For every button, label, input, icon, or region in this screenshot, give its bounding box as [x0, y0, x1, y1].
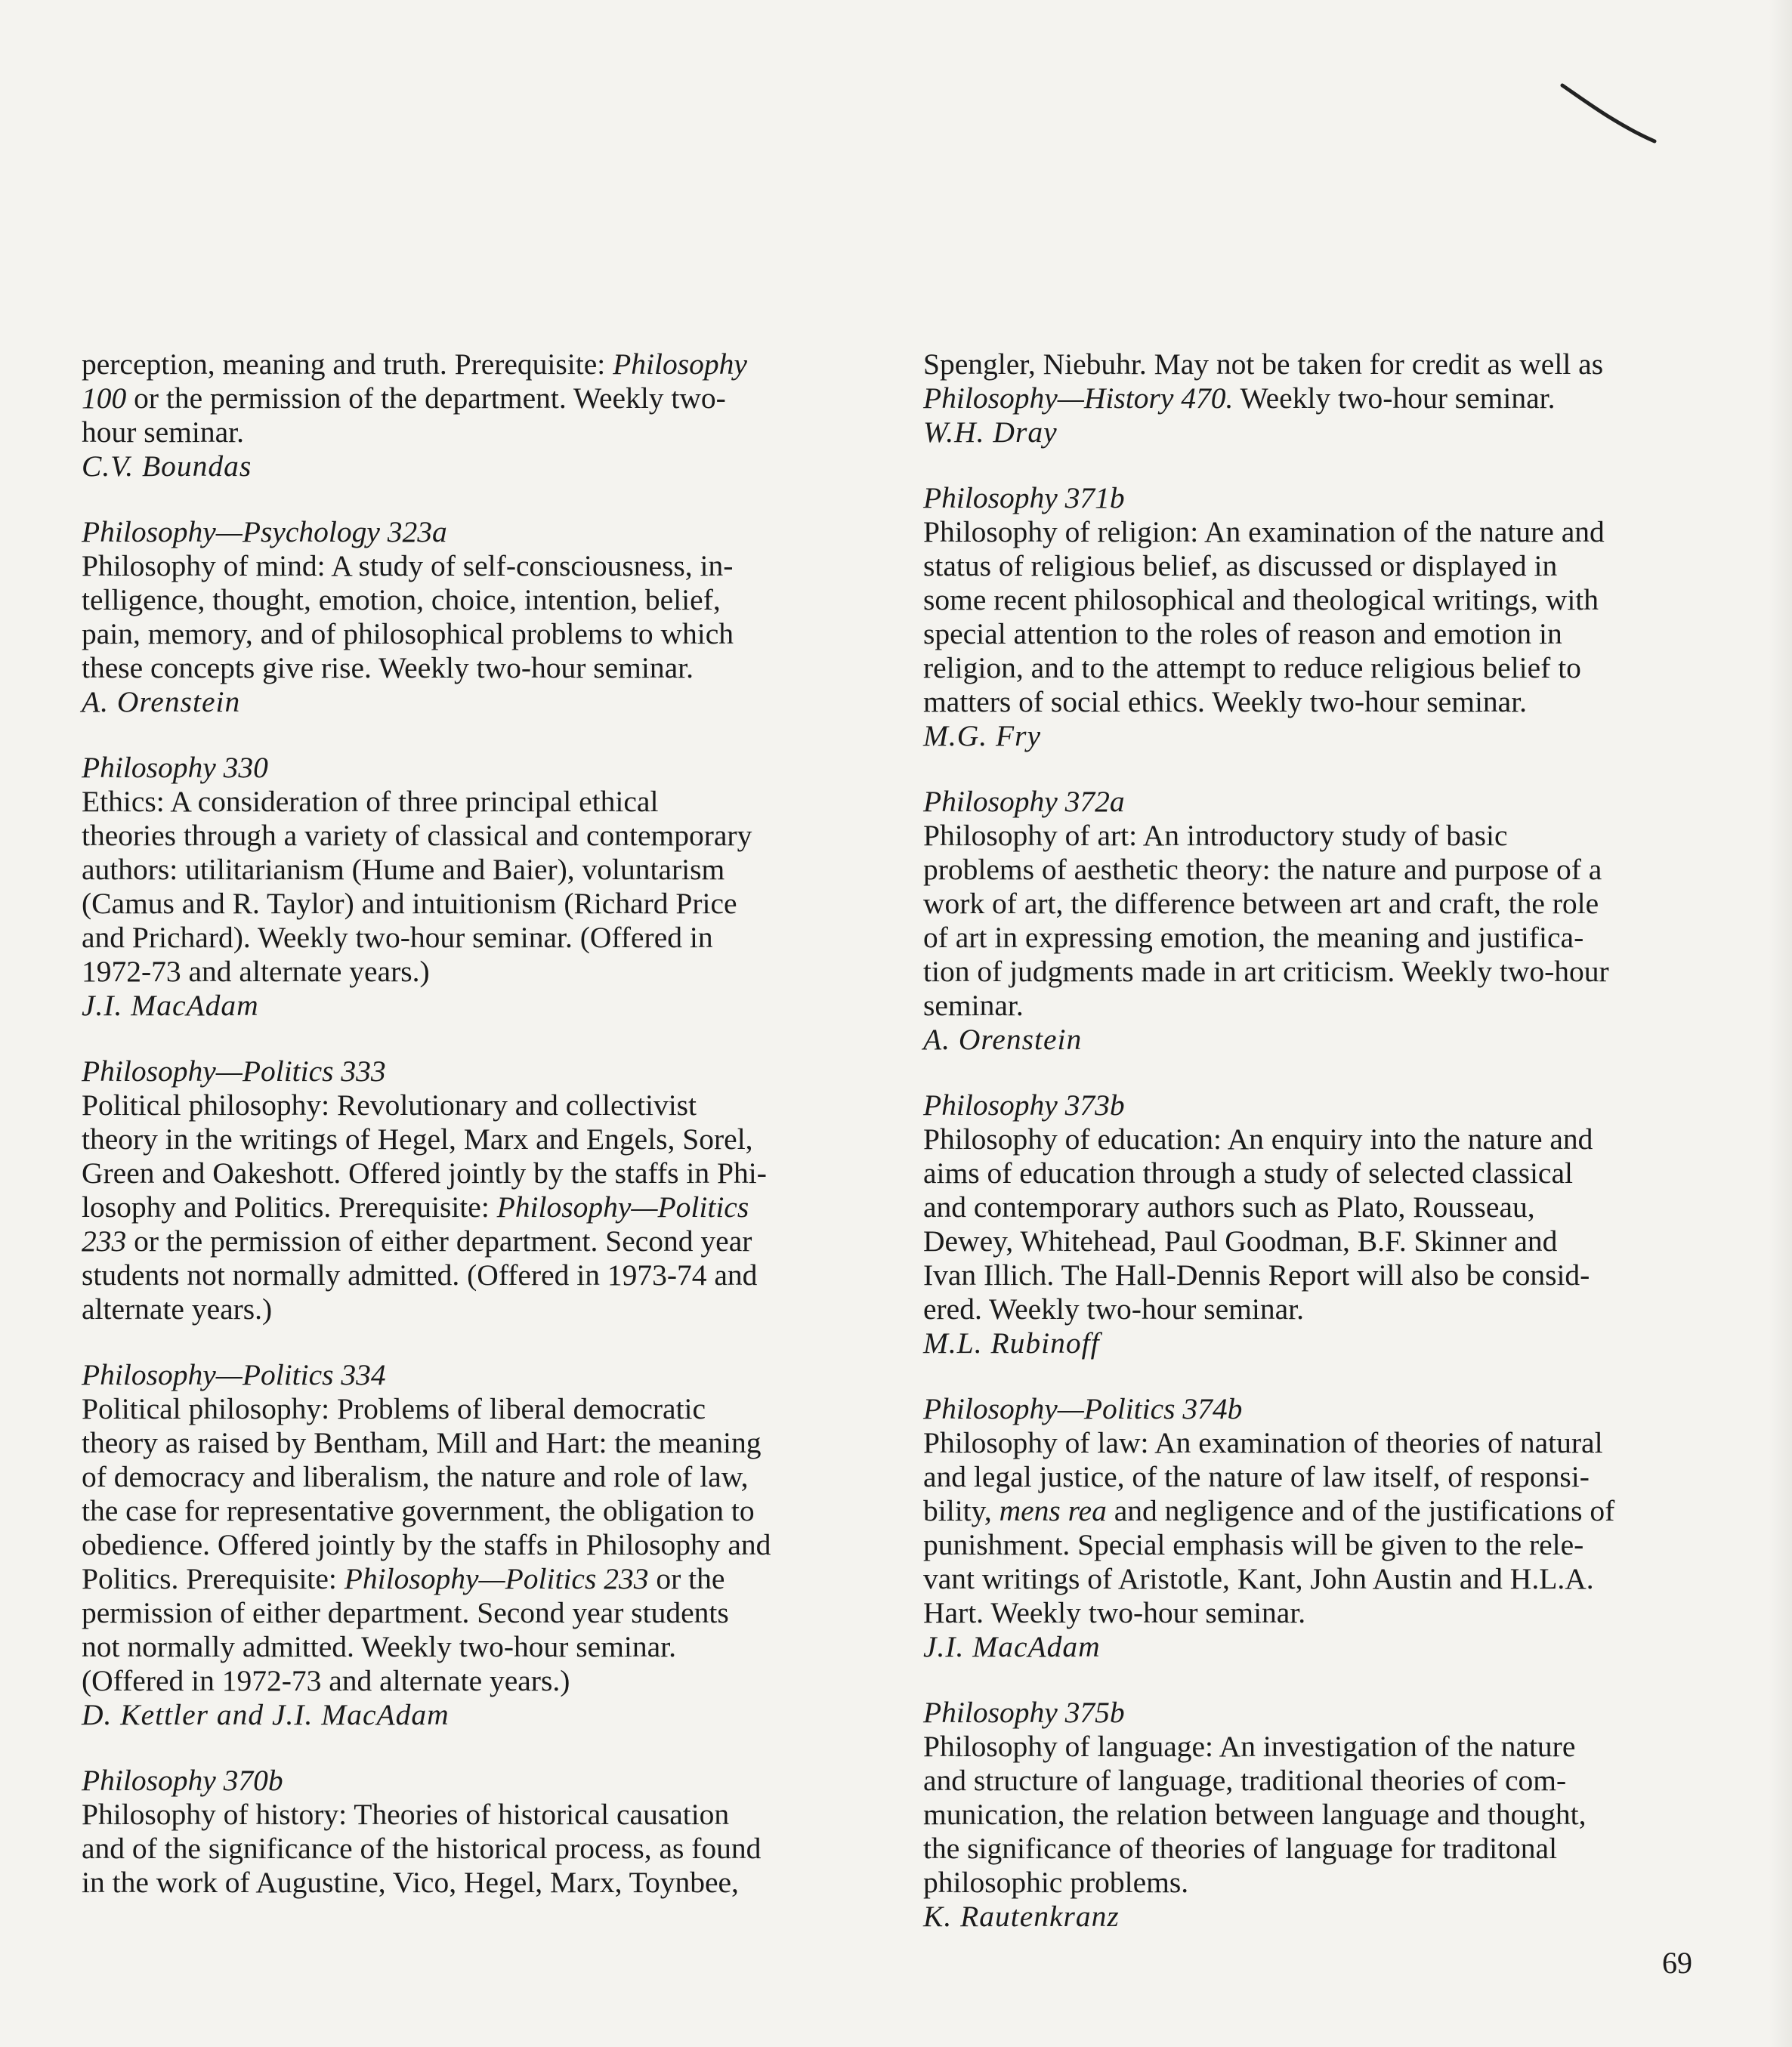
- text-segment: perception, meaning and truth. Prerequisite:: [82, 347, 613, 381]
- text-segment: the case for representative government, the obligation to: [82, 1494, 755, 1527]
- page-edge-shadow: [1769, 0, 1792, 2047]
- description-line: [923, 1460, 1705, 1494]
- description-line: [82, 1088, 864, 1122]
- description-line: [923, 921, 1705, 955]
- description-line: [923, 989, 1705, 1023]
- description-line: [923, 347, 1705, 381]
- description-line: [82, 955, 864, 989]
- description-line: [82, 853, 864, 887]
- text-segment: Philosophy of art: An introductory study of basic: [923, 819, 1508, 852]
- course-entry: [923, 1088, 1705, 1360]
- text-segment: Politics. Prerequisite:: [82, 1562, 344, 1595]
- course-entry: [82, 751, 864, 1023]
- description-line: [923, 617, 1705, 651]
- instructor-name: M.L. Rubinoff: [923, 1326, 1100, 1360]
- description-line: [923, 515, 1705, 549]
- text-segment: bility,: [923, 1494, 1000, 1527]
- course-heading: Philosophy 370b: [82, 1764, 283, 1797]
- text-segment: hour seminar.: [82, 415, 245, 449]
- text-segment: Ivan Illich. The Hall-Dennis Report will also be consid-: [923, 1258, 1590, 1292]
- description-line: [923, 1122, 1705, 1156]
- description-line: [82, 1460, 864, 1494]
- italic-text: 100: [82, 381, 127, 415]
- description-line: [82, 347, 864, 381]
- description-line: [82, 583, 864, 617]
- text-segment: Political philosophy: Problems of liberal democratic: [82, 1392, 706, 1425]
- text-segment: theories through a variety of classical and contemporary: [82, 819, 752, 852]
- description-line: [82, 1494, 864, 1528]
- italic-text: Philosophy—Politics 233: [344, 1562, 649, 1595]
- text-segment: Dewey, Whitehead, Paul Goodman, B.F. Skinner and: [923, 1224, 1558, 1258]
- description-line: [923, 955, 1705, 989]
- text-segment: of democracy and liberalism, the nature and role of law,: [82, 1460, 749, 1493]
- description-line: [923, 1224, 1705, 1258]
- description-line: [923, 1832, 1705, 1866]
- description-line: [82, 617, 864, 651]
- text-segment: Hart. Weekly two-hour seminar.: [923, 1596, 1306, 1629]
- description-line: [82, 1258, 864, 1292]
- text-segment: Political philosophy: Revolutionary and collectivist: [82, 1088, 697, 1122]
- instructor-name: K. Rautenkranz: [923, 1900, 1120, 1933]
- course-heading: Philosophy—Politics 334: [82, 1358, 386, 1391]
- instructor-name: M.G. Fry: [923, 719, 1042, 752]
- text-segment: and Prichard). Weekly two-hour seminar. (Offered in: [82, 921, 713, 954]
- italic-text: Philosophy—History 470.: [923, 381, 1234, 415]
- text-segment: and structure of language, traditional theories of com-: [923, 1764, 1567, 1797]
- description-line: [82, 651, 864, 685]
- text-segment: and of the significance of the historical process, as found: [82, 1832, 762, 1865]
- course-heading: Philosophy 371b: [923, 481, 1125, 514]
- description-line: [82, 381, 864, 415]
- course-entry: [82, 1054, 864, 1326]
- text-segment: in the work of Augustine, Vico, Hegel, Marx, Toynbee,: [82, 1866, 739, 1899]
- course-entry: [923, 1696, 1705, 1934]
- description-line: [82, 1798, 864, 1832]
- left-column: [82, 347, 864, 1931]
- text-segment: punishment. Special emphasis will be given to the rele-: [923, 1528, 1584, 1561]
- text-segment: philosophic problems.: [923, 1866, 1189, 1899]
- description-line: [923, 1764, 1705, 1798]
- text-segment: these concepts give rise. Weekly two-hour seminar.: [82, 651, 694, 684]
- text-segment: religion, and to the attempt to reduce religious belief to: [923, 651, 1581, 684]
- description-line: [82, 1832, 864, 1866]
- description-line: [82, 819, 864, 853]
- text-segment: or the: [648, 1562, 725, 1595]
- text-segment: work of art, the difference between art and craft, the role: [923, 887, 1599, 920]
- description-line: [923, 583, 1705, 617]
- course-entry: [923, 1392, 1705, 1664]
- text-segment: Philosophy of law: An examination of theories of natural: [923, 1426, 1603, 1459]
- description-line: [82, 1562, 864, 1596]
- text-segment: Spengler, Niebuhr. May not be taken for credit as well as: [923, 347, 1604, 381]
- instructor-name: J.I. MacAdam: [82, 989, 259, 1022]
- text-segment: theory in the writings of Hegel, Marx and Engels, Sorel,: [82, 1122, 753, 1156]
- description-line: [923, 1798, 1705, 1832]
- text-segment: telligence, thought, emotion, choice, intention, belief,: [82, 583, 721, 616]
- text-segment: theory as raised by Bentham, Mill and Hart: the meaning: [82, 1426, 762, 1459]
- description-line: [923, 819, 1705, 853]
- course-heading: Philosophy 372a: [923, 785, 1125, 818]
- text-segment: pain, memory, and of philosophical problems to which: [82, 617, 734, 650]
- description-line: [923, 381, 1705, 415]
- text-segment: special attention to the roles of reason and emotion in: [923, 617, 1562, 650]
- course-heading: Philosophy 373b: [923, 1088, 1125, 1122]
- instructor-name: C.V. Boundas: [82, 449, 252, 483]
- description-line: [82, 415, 864, 449]
- description-line: [923, 1562, 1705, 1596]
- description-line: [82, 785, 864, 819]
- course-heading: Philosophy 330: [82, 751, 268, 784]
- description-line: [923, 549, 1705, 583]
- description-line: [82, 1122, 864, 1156]
- text-segment: munication, the relation between language and thought,: [923, 1798, 1587, 1831]
- text-segment: seminar.: [923, 989, 1024, 1022]
- text-segment: permission of either department. Second year students: [82, 1596, 729, 1629]
- text-segment: some recent philosophical and theological writings, with: [923, 583, 1599, 616]
- instructor-name: A. Orenstein: [82, 685, 241, 718]
- text-segment: tion of judgments made in art criticism. Weekly two-hour: [923, 955, 1609, 988]
- course-entry: [923, 481, 1705, 753]
- text-segment: Green and Oakeshott. Offered jointly by the staffs in Phi-: [82, 1156, 767, 1190]
- description-line: [82, 1596, 864, 1630]
- description-line: [82, 1156, 864, 1190]
- course-heading: Philosophy—Psychology 323a: [82, 515, 447, 548]
- description-line: [82, 1224, 864, 1258]
- description-line: [82, 1630, 864, 1664]
- text-segment: the significance of theories of language for traditonal: [923, 1832, 1558, 1865]
- text-segment: (Camus and R. Taylor) and intuitionism (Richard Price: [82, 887, 737, 920]
- italic-text: Philosophy—Politics: [496, 1190, 749, 1224]
- description-line: [82, 1292, 864, 1326]
- description-line: [82, 1528, 864, 1562]
- text-segment: not normally admitted. Weekly two-hour seminar.: [82, 1630, 677, 1663]
- description-line: [923, 1528, 1705, 1562]
- text-segment: obedience. Offered jointly by the staffs in Philosophy and: [82, 1528, 771, 1561]
- course-entry: [82, 1358, 864, 1732]
- italic-text: 233: [82, 1224, 127, 1258]
- text-segment: or the permission of either department. Second year: [126, 1224, 752, 1258]
- text-segment: ered. Weekly two-hour seminar.: [923, 1292, 1304, 1326]
- description-line: [923, 1426, 1705, 1460]
- description-line: [923, 1730, 1705, 1764]
- course-heading: Philosophy 375b: [923, 1696, 1125, 1729]
- description-line: [82, 1664, 864, 1698]
- text-segment: Ethics: A consideration of three principal ethical: [82, 785, 659, 818]
- text-segment: and contemporary authors such as Plato, Rousseau,: [923, 1190, 1535, 1224]
- description-line: [923, 1596, 1705, 1630]
- text-segment: problems of aesthetic theory: the nature and purpose of a: [923, 853, 1602, 886]
- description-line: [923, 1190, 1705, 1224]
- instructor-name: W.H. Dray: [923, 415, 1058, 449]
- text-segment: status of religious belief, as discussed or displayed in: [923, 549, 1558, 582]
- text-segment: matters of social ethics. Weekly two-hour seminar.: [923, 685, 1528, 718]
- description-line: [923, 651, 1705, 685]
- description-line: [923, 1156, 1705, 1190]
- text-segment: or the permission of the department. Weekly two-: [126, 381, 726, 415]
- text-segment: 1972-73 and alternate years.): [82, 955, 430, 988]
- description-line: [82, 1190, 864, 1224]
- right-column: [923, 347, 1705, 1965]
- instructor-name: D. Kettler and J.I. MacAdam: [82, 1698, 450, 1731]
- text-segment: aims of education through a study of selected classical: [923, 1156, 1573, 1190]
- pen-stroke-mark: [1556, 72, 1662, 155]
- text-segment: Philosophy of religion: An examination of the nature and: [923, 515, 1605, 548]
- text-segment: Philosophy of education: An enquiry into the nature and: [923, 1122, 1593, 1156]
- description-line: [923, 1866, 1705, 1900]
- text-segment: (Offered in 1972-73 and alternate years.): [82, 1664, 570, 1697]
- course-entry: [82, 515, 864, 719]
- description-line: [82, 1866, 864, 1900]
- description-line: [82, 887, 864, 921]
- description-line: [82, 1426, 864, 1460]
- page-number: 69: [1662, 1946, 1692, 1980]
- description-line: [82, 1392, 864, 1426]
- course-heading: Philosophy—Politics 374b: [923, 1392, 1243, 1425]
- description-line: [82, 549, 864, 583]
- text-segment: Philosophy of language: An investigation of the nature: [923, 1730, 1576, 1763]
- description-line: [923, 685, 1705, 719]
- description-line: [923, 853, 1705, 887]
- continued-course-entry: [82, 347, 864, 483]
- text-segment: losophy and Politics. Prerequisite:: [82, 1190, 497, 1224]
- text-segment: and negligence and of the justifications of: [1106, 1494, 1615, 1527]
- course-entry: [923, 785, 1705, 1057]
- course-entry: [82, 1764, 864, 1900]
- description-line: [923, 1258, 1705, 1292]
- text-segment: of art in expressing emotion, the meaning and justifica-: [923, 921, 1584, 954]
- text-segment: students not normally admitted. (Offered in 1973-74 and: [82, 1258, 758, 1292]
- description-line: [923, 1494, 1705, 1528]
- text-segment: vant writings of Aristotle, Kant, John Austin and H.L.A.: [923, 1562, 1594, 1595]
- text-segment: Philosophy of history: Theories of historical causation: [82, 1798, 730, 1831]
- continued-course-entry: [923, 347, 1705, 449]
- text-segment: Weekly two-hour seminar.: [1233, 381, 1556, 415]
- course-heading: Philosophy—Politics 333: [82, 1054, 386, 1088]
- description-line: [923, 1292, 1705, 1326]
- instructor-name: A. Orenstein: [923, 1023, 1083, 1056]
- text-segment: and legal justice, of the nature of law itself, of responsi-: [923, 1460, 1590, 1493]
- description-line: [923, 887, 1705, 921]
- italic-text: mens rea: [999, 1494, 1107, 1527]
- text-segment: Philosophy of mind: A study of self-consciousness, in-: [82, 549, 734, 582]
- text-segment: alternate years.): [82, 1292, 273, 1326]
- italic-text: Philosophy: [613, 347, 747, 381]
- text-segment: authors: utilitarianism (Hume and Baier), voluntarism: [82, 853, 725, 886]
- description-line: [82, 921, 864, 955]
- instructor-name: J.I. MacAdam: [923, 1630, 1101, 1663]
